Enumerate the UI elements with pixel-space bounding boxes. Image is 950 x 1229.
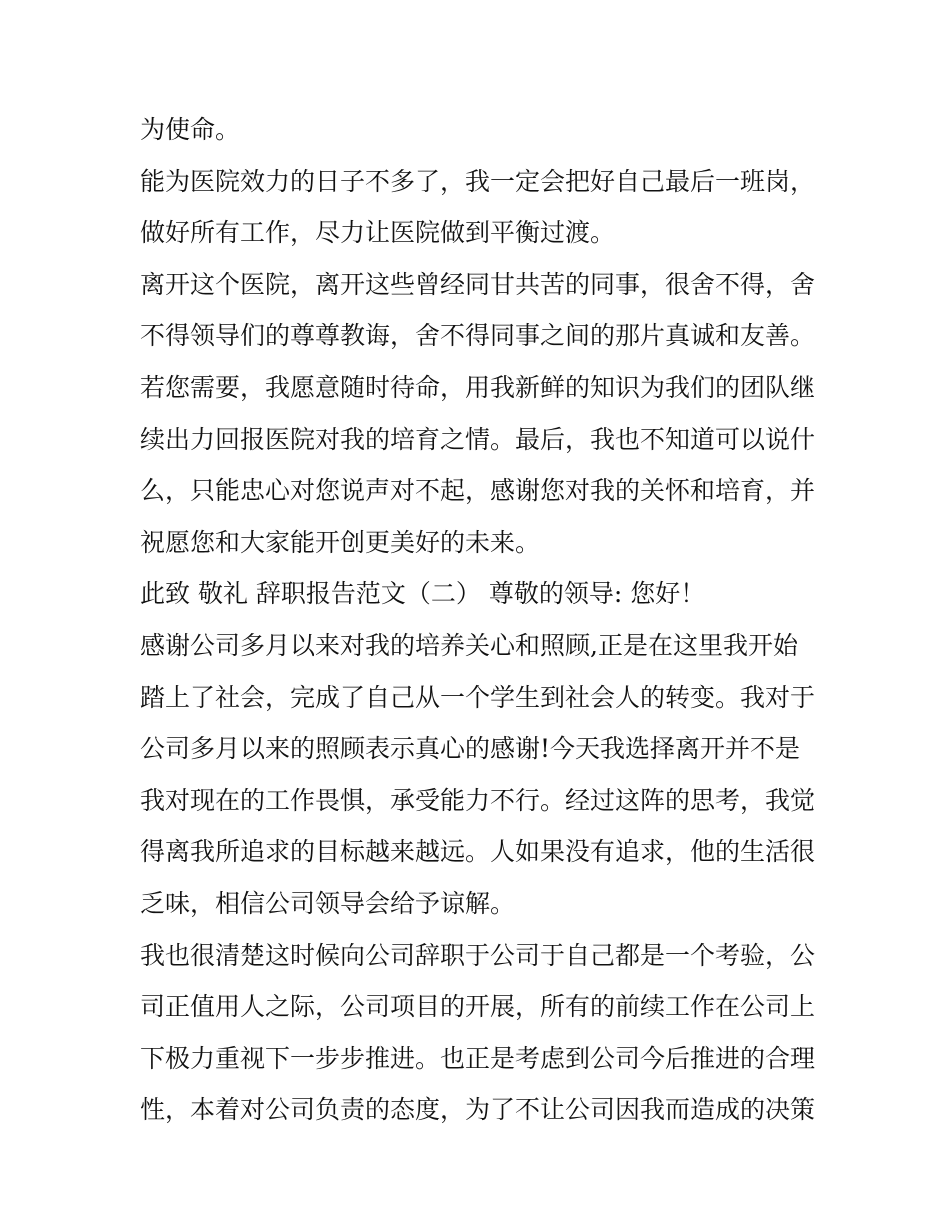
text-line: 我也很清楚这时候向公司辞职于公司于自己都是一个考验，公 (140, 940, 816, 970)
text-line: 若您需要，我愿意随时待命，用我新鲜的知识为我们的团队继 (140, 372, 816, 402)
text-line: 感谢公司多月以来对我的培养关心和照顾,正是在这里我开始 (140, 630, 798, 660)
text-line: 祝愿您和大家能开创更美好的未来。 (140, 527, 541, 557)
text-line: 我对现在的工作畏惧，承受能力不行。经过这阵的思考，我觉 (140, 785, 816, 815)
text-line: 公司多月以来的照顾表示真心的感谢!今天我选择离开并不是 (140, 734, 801, 764)
text-line: 下极力重视下一步步推进。也正是考虑到公司今后推进的合理 (140, 1043, 816, 1073)
text-line: 么，只能忠心对您说声对不起，感谢您对我的关怀和培育，并 (140, 476, 816, 506)
text-line: 性，本着对公司负责的态度，为了不让公司因我而造成的决策 (140, 1095, 816, 1125)
text-line: 离开这个医院，离开这些曾经同甘共苦的同事，很舍不得，舍 (140, 269, 816, 299)
text-line: 做好所有工作，尽力让医院做到平衡过渡。 (140, 218, 616, 248)
body-text (140, 104, 820, 1136)
text-line: 乏味，相信公司领导会给予谅解。 (140, 888, 516, 918)
text-line: 续出力回报医院对我的培育之情。最后，我也不知道可以说什 (140, 424, 816, 454)
text-line: 为使命。 (140, 115, 241, 144)
salutation-heading-line: 此致 敬礼 辞职报告范文（二） 尊敬的领导: 您好！ (140, 579, 706, 609)
text-line: 司正值用人之际，公司项目的开展，所有的前续工作在公司上 (140, 992, 816, 1022)
text-line: 不得领导们的尊尊教诲，舍不得同事之间的那片真诚和友善。 (140, 321, 816, 351)
text-line: 踏上了社会，完成了自己从一个学生到社会人的转变。我对于 (140, 682, 816, 712)
text-line: 得离我所追求的目标越来越远。人如果没有追求，他的生活很 (140, 837, 816, 867)
text-line: 能为医院效力的日子不多了，我一定会把好自己最后一班岗， (140, 166, 816, 196)
